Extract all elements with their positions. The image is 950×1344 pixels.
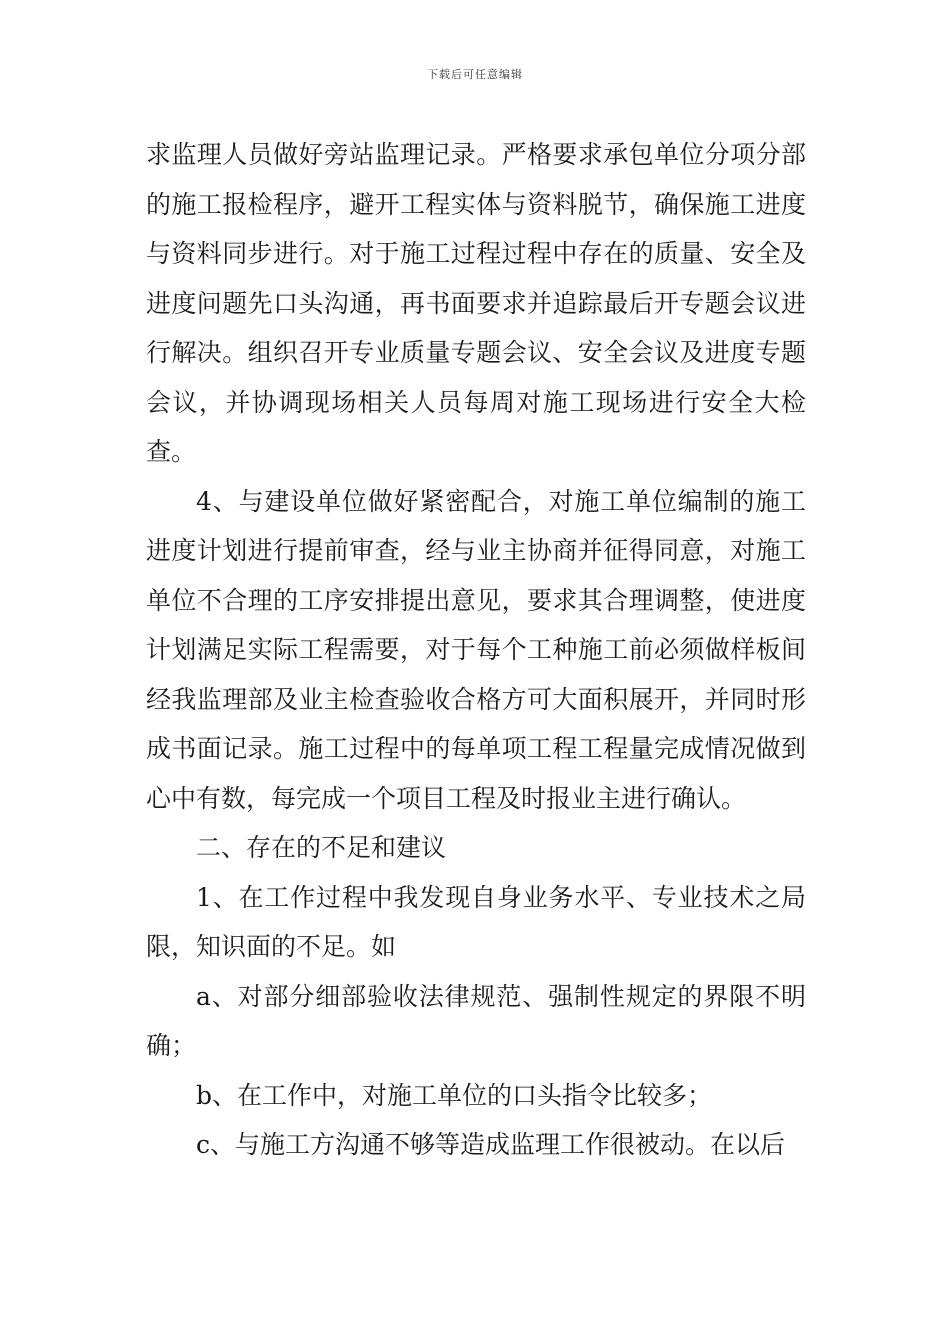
document-body xyxy=(146,130,806,1170)
paragraph-3: 1、在工作过程中我发现自身业务水平、专业技术之局限，知识面的不足。如 xyxy=(146,882,806,961)
list-item-b: b、在工作中，对施工单位的口头指令比较多； xyxy=(196,1080,713,1110)
paragraph-2: 4、与建设单位做好紧密配合，对施工单位编制的施工进度计划进行提前审查，经与业主协商并征得同意，对施工单位不合理的工序安排提出意见，要求其合理调整，使进度计划满足实际工程需要，对于每个工种施工前必须做样板间经我监理部及业主检查验收合格方可大面积展开，并同时形成书面记录。施工过程中的每单项工程工程量完成情况做到心中有数，每完成一个项目工程及时报业主进行确认。 xyxy=(146,486,806,813)
section-heading: 二、存在的不足和建议 xyxy=(196,833,447,862)
paragraph-1: 求监理人员做好旁站监理记录。严格要求承包单位分项分部的施工报检程序，避开工程实体与资料脱节，确保施工进度与资料同步进行。对于施工过程过程中存在的质量、安全及进度问题先口头沟通，再书面要求并追踪最后开专题会议进行解决。组织召开专业质量专题会议、安全会议及进度专题会议，并协调现场相关人员每周对施工现场进行安全大检查。 xyxy=(146,140,806,466)
list-item-a: a、对部分细部验收法律规范、强制性规定的界限不明确； xyxy=(146,981,806,1060)
list-item-c: c、与施工方沟通不够等造成监理工作很被动。在以后 xyxy=(196,1130,786,1159)
page-header: 下载后可任意编辑 xyxy=(427,68,523,81)
